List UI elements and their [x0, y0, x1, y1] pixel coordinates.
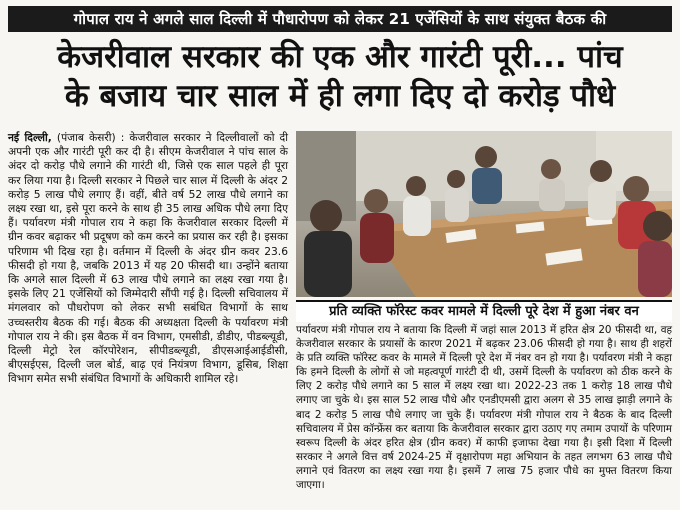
- source-credit: (पंजाब केसरी) :: [51, 131, 130, 144]
- photo-caption: प्रति व्यक्ति फॉरेस्ट कवर मामले में दिल्ली पूरे देश में हुआ नंबर वन: [296, 300, 672, 322]
- headline: [6, 38, 674, 116]
- meeting-photo: [296, 131, 672, 297]
- right-article-column: [296, 323, 672, 492]
- meeting-photo-illustration: [296, 131, 672, 297]
- right-article-body: पर्यावरण मंत्री गोपाल राय ने बताया कि दिल्ली में जहां साल 2013 में हरित क्षेत्र 20 फीसदी था, वह केजरीवाल सरकार के प्रयासों के कारण 2021 में बढ़कर 23.06 फीसदी हो गया है। साथ ही शहरों के प्रति व्यक्ति फॉरेस्ट कवर के मामले में दिल्ली पूरे देश में नंबर वन हो गया है। पर्यावरण मंत्री ने कहा कि हमने दिल्ली के लोगों से जो महत्वपूर्ण गारंटी दी थी, उसमें दिल्ली के पर्यावरण को ठीक करने के लिए 2 करोड़ पौधे लगाने का 5 साल में लक्ष्य रखा था। 2022-23 तक 1 करोड़ 18 लाख पौधे लगाए जा चुके थे। इस साल 52 लाख पौधे और एनडीएमसी द्वारा अलग से 35 लाख झाड़ी लगाने के बाद 2 करोड़ 5 लाख पौधे लगाए जा चुके हैं। पर्यावरण मंत्री गोपाल राय ने बैठक के बाद दिल्ली सचिवालय में प्रेस कॉन्फ्रेंस कर बताया कि केजरीवाल सरकार द्वारा उठाए गए तमाम उपायों के परिणाम स्वरूप दिल्ली के अंदर हरित क्षेत्र (ग्रीन कवर) में काफी इजाफा देखा गया है। इसी दिशा में दिल्ली सरकार ने अगले वित्त वर्ष 2024-25 में वृक्षारोपण महा अभियान के तहत लगभग 63 लाख पौधे लगाने एवं वितरण का लक्ष्य रखा गया है। इसमें 7 लाख 75 हजार पौधे का मुफ्त वितरण किया जाएगा।: [296, 324, 672, 492]
- kicker-strip: गोपाल राय ने अगले साल दिल्ली में पौधारोपण को लेकर 21 एजेंसियों के साथ संयुक्त बैठक की: [8, 6, 672, 32]
- headline-line-2: के बजाय चार साल में ही लगा दिए दो करोड़ पौधे: [64, 78, 616, 114]
- headline-line-1: केजरीवाल सरकार की एक और गारंटी पूरी... पांच: [57, 39, 623, 75]
- left-article-column: [8, 131, 288, 387]
- left-article-body: केजरीवाल सरकार ने दिल्लीवालों को दी अपनी एक और गारंटी पूरी कर दी है। सीएम केजरीवाल ने पांच साल के अंदर दो करोड़ पौधे लगाने की गारंटी थी, जिसे एक साल पहले ही पूरा कर लिया गया है। दिल्ली सरकार ने पिछले चार साल में दिल्ली के अंदर 2 करोड़ 5 लाख पौधे लगाए हैं। वहीं, बीते वर्ष 52 लाख पौधे लगाने का लक्ष्य रखा था, इसे पूरा करने के साथ ही 35 लाख अधिक पौधे लगा दिए हैं। पर्यावरण मंत्री गोपाल राय ने कहा कि केजरीवाल सरकार दिल्ली में ग्रीन कवर बढ़ाकर भी प्रदूषण को कम करने का प्रयास कर रही है। इसका परिणाम भी दिख रहा है। वर्तमान में दिल्ली के अंदर ग्रीन कवर 23.6 फीसदी हो गया है, जबकि 2013 में यह 20 फीसदी था। उन्होंने बताया कि अगले साल दिल्ली में 63 लाख पौधे लगाने का लक्ष्य रखा गया है। इसके लिए 21 एजेंसियों को जिम्मेदारी सौंपी गई है। दिल्ली सचिवालय में मंगलवार को पौधरोपण को लेकर सभी सबंधित विभागों के साथ उच्चस्तरीय बैठक की गई। बैठक की अध्यक्षता दिल्ली के पर्यावरण मंत्री गोपाल राय ने की। इस बैठक में वन विभाग, एमसीडी, डीडीए, पीडब्ल्यूडी, दिल्ली मेट्रो रेल कॉरपोरेशन, सीपीडब्ल्यूडी, डीएसआईआईडीसी, बीएसईएस, दिल्ली जल बोर्ड, बाढ़ एवं नियंत्रण विभाग, डूसिब, शिक्षा विभाग समेत सभी संबंधित विभागों के अधिकारी शामिल रहे।: [8, 131, 288, 386]
- dateline: नई दिल्ली,: [8, 131, 52, 144]
